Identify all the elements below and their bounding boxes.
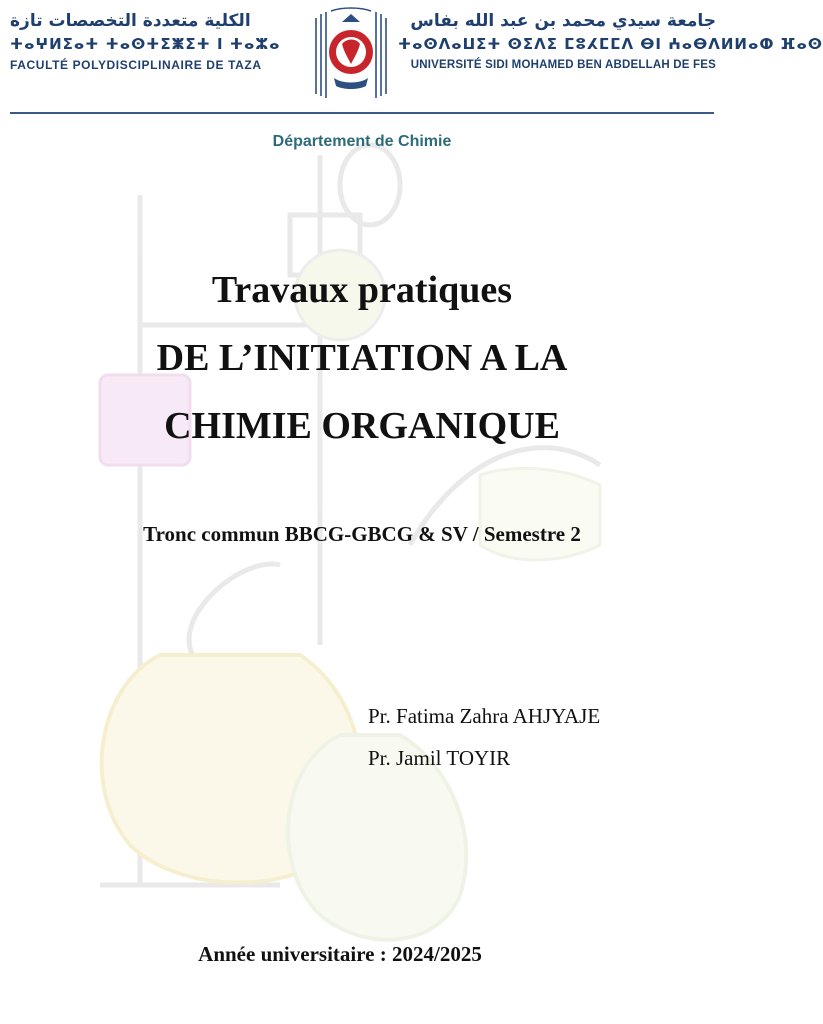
header-divider xyxy=(10,112,714,114)
faculty-name-block xyxy=(10,8,310,76)
document-title-line-2: DE L’INITIATION A LA xyxy=(156,337,568,379)
university-name-tifinagh: ⵜⴰⵙⴷⴰⵡⵉⵜ ⵙⵉⴷⵉ ⵎⵓⵃⵎⵎⴷ ⴱⵏ ⵄⴰⴱⴷⵍⵍⴰⵀ ⴼⴰⵙ xyxy=(398,35,823,53)
document-title-line-3: CHIMIE ORGANIQUE xyxy=(164,405,560,447)
university-name-block xyxy=(398,8,823,76)
university-name-arabic: جامعة سيدي محمد بن عبد الله بفاس xyxy=(410,11,716,31)
author-name: Pr. Fatima Zahra AHJYAJE xyxy=(368,704,601,728)
academic-year: Année universitaire : 2024/2025 xyxy=(198,942,482,966)
department-name: Département de Chimie xyxy=(272,133,452,150)
chemistry-apparatus-watermark xyxy=(40,125,680,985)
course-subtitle: Tronc commun BBCG-GBCG & SV / Semestre 2 xyxy=(143,522,581,546)
faculty-name-arabic: الكلية متعددة التخصصات تازة xyxy=(10,11,251,31)
page-header xyxy=(0,0,823,114)
faculty-name-tifinagh: ⵜⴰⵖⵍⵉⴰⵜ ⵜⴰⵙⵜⵉⵥⵉⵜ ⵏ ⵜⴰⵣⴰ xyxy=(10,35,281,53)
author-name: Pr. Jamil TOYIR xyxy=(368,746,511,770)
university-logo-icon xyxy=(312,8,390,102)
faculty-name-latin: FACULTÉ POLYDISCIPLINAIRE DE TAZA xyxy=(10,58,262,72)
university-name-latin: UNIVERSITÉ SIDI MOHAMED BEN ABDELLAH DE FES xyxy=(410,59,716,71)
document-title-line-1: Travaux pratiques xyxy=(211,269,513,311)
